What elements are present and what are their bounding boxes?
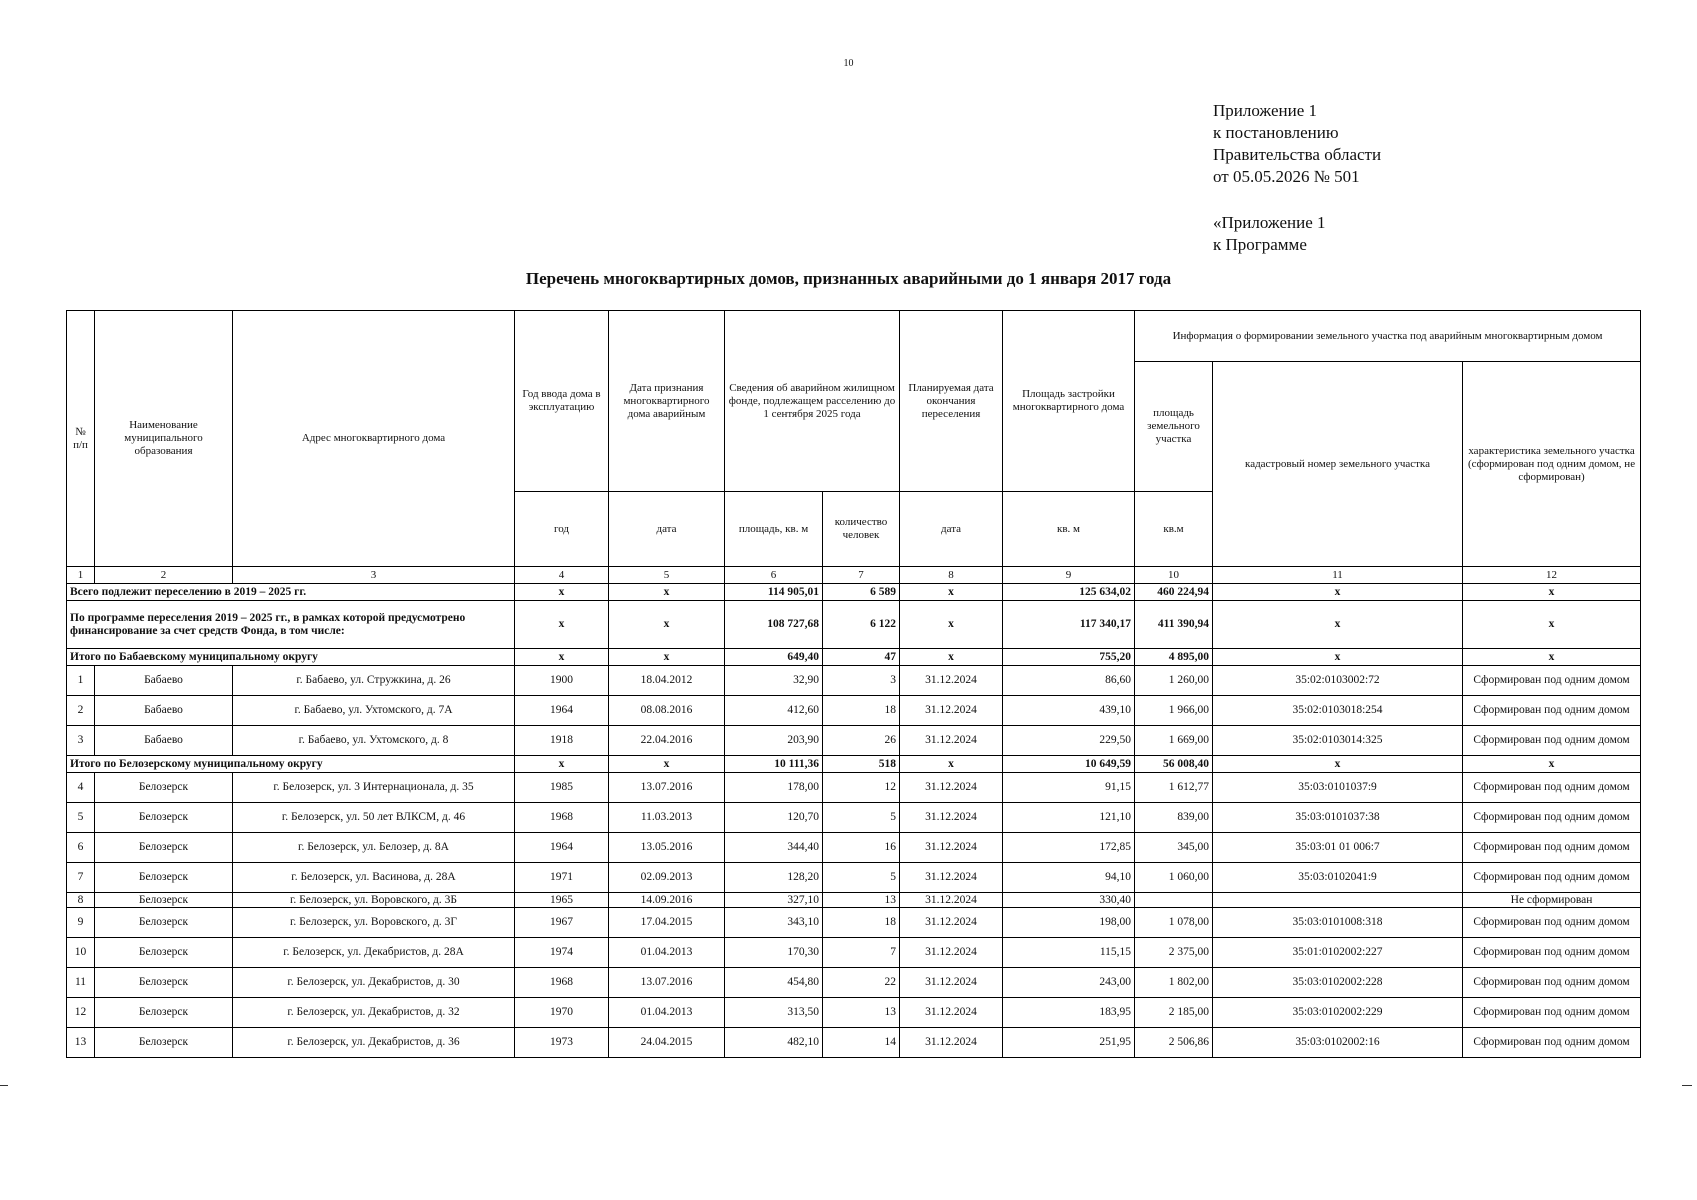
table-row (67, 696, 1641, 726)
cell-recognition-date: 13.07.2016 (609, 773, 725, 803)
cell-building-area: 91,15 (1003, 773, 1135, 803)
cell-planned-date: 31.12.2024 (900, 773, 1003, 803)
cell-year: 1974 (515, 938, 609, 968)
cell-cadastral: 35:03:0102041:9 (1213, 863, 1463, 893)
cell-land-area: 1 260,00 (1135, 666, 1213, 696)
cell-address: г. Бабаево, ул. Ухтомского, д. 7А (233, 696, 515, 726)
cell-planned-date: 31.12.2024 (900, 833, 1003, 863)
summary-people: 47 (823, 649, 900, 666)
cell-land-area: 1 078,00 (1135, 908, 1213, 938)
cell-number: 7 (67, 863, 95, 893)
header-cadastral: кадастровый номер земельного участка (1213, 362, 1463, 567)
summary-area: 114 905,01 (725, 584, 823, 601)
summary-char: х (1463, 601, 1641, 649)
cell-people: 13 (823, 893, 900, 908)
cell-land-area: 1 060,00 (1135, 863, 1213, 893)
cell-recognition-date: 01.04.2013 (609, 998, 725, 1028)
table-row (67, 833, 1641, 863)
cell-planned-date: 31.12.2024 (900, 938, 1003, 968)
summary-label: По программе переселения 2019 – 2025 гг., в рамках которой предусмотрено финансирование за счет средств Фонда, в том числе: (67, 601, 515, 649)
cell-area: 343,10 (725, 908, 823, 938)
cell-municipality: Бабаево (95, 696, 233, 726)
cell-recognition-date: 24.04.2015 (609, 1028, 725, 1058)
cell-municipality: Белозерск (95, 833, 233, 863)
cell-municipality: Белозерск (95, 893, 233, 908)
cell-municipality: Белозерск (95, 998, 233, 1028)
cell-land-area: 1 802,00 (1135, 968, 1213, 998)
summary-area: 649,40 (725, 649, 823, 666)
cell-characteristic: Не сформирован (1463, 893, 1641, 908)
cell-address: г. Белозерск, ул. Белозер, д. 8А (233, 833, 515, 863)
cell-characteristic: Сформирован под одним домом (1463, 666, 1641, 696)
unit-date: дата (609, 492, 725, 567)
summary-date: х (609, 649, 725, 666)
column-number: 11 (1213, 567, 1463, 584)
cell-recognition-date: 14.09.2016 (609, 893, 725, 908)
column-number: 2 (95, 567, 233, 584)
unit-date: дата (900, 492, 1003, 567)
table-row (67, 666, 1641, 696)
unit-people: количество человек (823, 492, 900, 567)
column-number: 1 (67, 567, 95, 584)
cell-area: 482,10 (725, 1028, 823, 1058)
column-number: 5 (609, 567, 725, 584)
cell-building-area: 115,15 (1003, 938, 1135, 968)
unit-sqm: кв.м (1135, 492, 1213, 567)
cell-cadastral: 35:03:0102002:229 (1213, 998, 1463, 1028)
cell-municipality: Белозерск (95, 938, 233, 968)
cell-building-area: 172,85 (1003, 833, 1135, 863)
cell-address: г. Белозерск, ул. Васинова, д. 28А (233, 863, 515, 893)
summary-row-babaevo (67, 649, 1641, 666)
cell-year: 1967 (515, 908, 609, 938)
cell-address: г. Белозерск, ул. Декабристов, д. 36 (233, 1028, 515, 1058)
page-number: 10 (843, 58, 854, 69)
cell-land-area: 2 375,00 (1135, 938, 1213, 968)
cell-planned-date: 31.12.2024 (900, 863, 1003, 893)
cell-characteristic: Сформирован под одним домом (1463, 803, 1641, 833)
summary-date: х (609, 601, 725, 649)
cell-cadastral: 35:03:0101037:9 (1213, 773, 1463, 803)
cell-cadastral: 35:03:0101037:38 (1213, 803, 1463, 833)
cell-area: 313,50 (725, 998, 823, 1028)
cell-area: 327,10 (725, 893, 823, 908)
cell-land-area: 1 966,00 (1135, 696, 1213, 726)
cell-cadastral: 35:01:0102002:227 (1213, 938, 1463, 968)
cell-number: 3 (67, 726, 95, 756)
column-number: 6 (725, 567, 823, 584)
cell-planned-date: 31.12.2024 (900, 666, 1003, 696)
cell-planned-date: 31.12.2024 (900, 998, 1003, 1028)
cell-area: 32,90 (725, 666, 823, 696)
cell-year: 1973 (515, 1028, 609, 1058)
cell-area: 203,90 (725, 726, 823, 756)
table-row (67, 893, 1641, 908)
cell-municipality: Белозерск (95, 863, 233, 893)
cell-people: 26 (823, 726, 900, 756)
cell-people: 12 (823, 773, 900, 803)
column-number: 3 (233, 567, 515, 584)
cell-number: 2 (67, 696, 95, 726)
cell-municipality: Бабаево (95, 666, 233, 696)
cell-building-area: 183,95 (1003, 998, 1135, 1028)
cell-number: 8 (67, 893, 95, 908)
cell-address: г. Белозерск, ул. 3 Интернационала, д. 35 (233, 773, 515, 803)
cell-land-area: 345,00 (1135, 833, 1213, 863)
appendix-program-block (1213, 212, 1326, 256)
header-characteristic: характеристика земельного участка (сформирован под одним домом, не сформирован) (1463, 362, 1641, 567)
cell-address: г. Бабаево, ул. Стружкина, д. 26 (233, 666, 515, 696)
cell-address: г. Белозерск, ул. Декабристов, д. 30 (233, 968, 515, 998)
cell-address: г. Белозерск, ул. Декабристов, д. 32 (233, 998, 515, 1028)
table-row (67, 1028, 1641, 1058)
cell-planned-date: 31.12.2024 (900, 1028, 1003, 1058)
cell-people: 14 (823, 1028, 900, 1058)
cell-cadastral: 35:03:0102002:16 (1213, 1028, 1463, 1058)
cell-area: 454,80 (725, 968, 823, 998)
cell-people: 18 (823, 908, 900, 938)
cell-number: 13 (67, 1028, 95, 1058)
cell-building-area: 251,95 (1003, 1028, 1135, 1058)
summary-label: Всего подлежит переселению в 2019 – 2025 гг. (67, 584, 515, 601)
summary-building: 117 340,17 (1003, 601, 1135, 649)
cell-building-area: 121,10 (1003, 803, 1135, 833)
cell-planned-date: 31.12.2024 (900, 968, 1003, 998)
cell-people: 5 (823, 803, 900, 833)
cell-building-area: 330,40 (1003, 893, 1135, 908)
cell-cadastral: 35:03:0101008:318 (1213, 908, 1463, 938)
cell-address: г. Белозерск, ул. Воровского, д. 3Б (233, 893, 515, 908)
column-number: 7 (823, 567, 900, 584)
table-body (67, 584, 1641, 1058)
cell-year: 1900 (515, 666, 609, 696)
summary-date: х (609, 756, 725, 773)
summary-people: 518 (823, 756, 900, 773)
column-number: 9 (1003, 567, 1135, 584)
summary-cadastral: х (1213, 601, 1463, 649)
summary-land: 411 390,94 (1135, 601, 1213, 649)
summary-cadastral: х (1213, 756, 1463, 773)
cell-year: 1970 (515, 998, 609, 1028)
appendix-program-line: «Приложение 1 (1213, 213, 1326, 232)
cell-land-area (1135, 893, 1213, 908)
cell-people: 18 (823, 696, 900, 726)
cell-cadastral (1213, 893, 1463, 908)
cell-number: 12 (67, 998, 95, 1028)
appendix-line: от 05.05.2026 № 501 (1213, 167, 1360, 186)
cell-people: 3 (823, 666, 900, 696)
cell-number: 11 (67, 968, 95, 998)
cell-land-area: 1 669,00 (1135, 726, 1213, 756)
appendix-line: Правительства области (1213, 145, 1382, 164)
summary-char: х (1463, 649, 1641, 666)
cell-people: 22 (823, 968, 900, 998)
summary-building: 125 634,02 (1003, 584, 1135, 601)
cell-area: 412,60 (725, 696, 823, 726)
cell-number: 4 (67, 773, 95, 803)
cell-people: 16 (823, 833, 900, 863)
summary-label: Итого по Бабаевскому муниципальному округу (67, 649, 515, 666)
cell-municipality: Белозерск (95, 803, 233, 833)
column-number: 10 (1135, 567, 1213, 584)
cell-characteristic: Сформирован под одним домом (1463, 696, 1641, 726)
unit-sqm: кв. м (1003, 492, 1135, 567)
cell-area: 178,00 (725, 773, 823, 803)
summary-year: х (515, 649, 609, 666)
summary-row-program (67, 601, 1641, 649)
cell-number: 9 (67, 908, 95, 938)
summary-planned: х (900, 584, 1003, 601)
cell-area: 170,30 (725, 938, 823, 968)
emergency-housing-table (66, 310, 1641, 1058)
column-number: 12 (1463, 567, 1641, 584)
cell-address: г. Бабаево, ул. Ухтомского, д. 8 (233, 726, 515, 756)
unit-year: год (515, 492, 609, 567)
cell-characteristic: Сформирован под одним домом (1463, 998, 1641, 1028)
table-row (67, 803, 1641, 833)
header-land-info: Информация о формировании земельного участка под аварийным многоквартирным домом (1135, 311, 1641, 362)
cell-municipality: Белозерск (95, 773, 233, 803)
summary-land: 4 895,00 (1135, 649, 1213, 666)
cell-characteristic: Сформирован под одним домом (1463, 968, 1641, 998)
cell-year: 1964 (515, 696, 609, 726)
summary-land: 56 008,40 (1135, 756, 1213, 773)
cell-recognition-date: 13.05.2016 (609, 833, 725, 863)
header-num: № п/п (67, 311, 95, 567)
summary-planned: х (900, 649, 1003, 666)
cell-municipality: Белозерск (95, 968, 233, 998)
cell-recognition-date: 17.04.2015 (609, 908, 725, 938)
summary-cadastral: х (1213, 649, 1463, 666)
cell-characteristic: Сформирован под одним домом (1463, 833, 1641, 863)
cell-characteristic: Сформирован под одним домом (1463, 773, 1641, 803)
cell-year: 1968 (515, 968, 609, 998)
header-recognition-date: Дата признания многоквартирного дома аварийным (609, 311, 725, 492)
cell-recognition-date: 22.04.2016 (609, 726, 725, 756)
cell-recognition-date: 11.03.2013 (609, 803, 725, 833)
table-row (67, 938, 1641, 968)
cell-municipality: Бабаево (95, 726, 233, 756)
header-building-area: Площадь застройки многоквартирного дома (1003, 311, 1135, 492)
summary-building: 10 649,59 (1003, 756, 1135, 773)
table-row (67, 998, 1641, 1028)
cell-recognition-date: 08.08.2016 (609, 696, 725, 726)
summary-planned: х (900, 601, 1003, 649)
cell-area: 128,20 (725, 863, 823, 893)
appendix-block (1213, 100, 1381, 188)
cell-cadastral: 35:03:01 01 006:7 (1213, 833, 1463, 863)
cell-building-area: 243,00 (1003, 968, 1135, 998)
header-address: Адрес многоквартирного дома (233, 311, 515, 567)
cell-year: 1968 (515, 803, 609, 833)
unit-area: площадь, кв. м (725, 492, 823, 567)
column-number: 8 (900, 567, 1003, 584)
margin-mark-right (1682, 1085, 1692, 1086)
cell-building-area: 86,60 (1003, 666, 1135, 696)
cell-planned-date: 31.12.2024 (900, 908, 1003, 938)
cell-planned-date: 31.12.2024 (900, 803, 1003, 833)
cell-characteristic: Сформирован под одним домом (1463, 908, 1641, 938)
cell-characteristic: Сформирован под одним домом (1463, 938, 1641, 968)
cell-cadastral: 35:02:0103002:72 (1213, 666, 1463, 696)
cell-address: г. Белозерск, ул. Декабристов, д. 28А (233, 938, 515, 968)
summary-date: х (609, 584, 725, 601)
cell-characteristic: Сформирован под одним домом (1463, 726, 1641, 756)
cell-year: 1964 (515, 833, 609, 863)
summary-area: 108 727,68 (725, 601, 823, 649)
summary-planned: х (900, 756, 1003, 773)
cell-year: 1965 (515, 893, 609, 908)
cell-cadastral: 35:02:0103018:254 (1213, 696, 1463, 726)
table-row (67, 908, 1641, 938)
cell-address: г. Белозерск, ул. Воровского, д. 3Г (233, 908, 515, 938)
cell-characteristic: Сформирован под одним домом (1463, 863, 1641, 893)
cell-characteristic: Сформирован под одним домом (1463, 1028, 1641, 1058)
cell-year: 1985 (515, 773, 609, 803)
cell-building-area: 94,10 (1003, 863, 1135, 893)
appendix-program-line: к Программе (1213, 235, 1307, 254)
summary-year: х (515, 584, 609, 601)
cell-planned-date: 31.12.2024 (900, 893, 1003, 908)
cell-number: 10 (67, 938, 95, 968)
header-planned-date: Планируемая дата окончания переселения (900, 311, 1003, 492)
summary-people: 6 122 (823, 601, 900, 649)
cell-building-area: 198,00 (1003, 908, 1135, 938)
appendix-line: к постановлению (1213, 123, 1339, 142)
cell-people: 13 (823, 998, 900, 1028)
cell-land-area: 2 506,86 (1135, 1028, 1213, 1058)
summary-area: 10 111,36 (725, 756, 823, 773)
cell-planned-date: 31.12.2024 (900, 726, 1003, 756)
cell-land-area: 1 612,77 (1135, 773, 1213, 803)
cell-recognition-date: 02.09.2013 (609, 863, 725, 893)
summary-land: 460 224,94 (1135, 584, 1213, 601)
cell-municipality: Белозерск (95, 908, 233, 938)
table-row (67, 726, 1641, 756)
header-municipality: Наименование муниципального образования (95, 311, 233, 567)
cell-people: 5 (823, 863, 900, 893)
header-land-area: площадь земельного участка (1135, 362, 1213, 492)
summary-cadastral: х (1213, 584, 1463, 601)
summary-year: х (515, 601, 609, 649)
summary-row-total (67, 584, 1641, 601)
cell-recognition-date: 18.04.2012 (609, 666, 725, 696)
cell-number: 5 (67, 803, 95, 833)
cell-address: г. Белозерск, ул. 50 лет ВЛКСМ, д. 46 (233, 803, 515, 833)
document-title: Перечень многоквартирных домов, признанных аварийными до 1 января 2017 года (525, 269, 1172, 288)
cell-number: 1 (67, 666, 95, 696)
cell-land-area: 839,00 (1135, 803, 1213, 833)
cell-cadastral: 35:03:0102002:228 (1213, 968, 1463, 998)
cell-year: 1971 (515, 863, 609, 893)
cell-building-area: 439,10 (1003, 696, 1135, 726)
cell-year: 1918 (515, 726, 609, 756)
header-fund-info: Сведения об аварийном жилищном фонде, подлежащем расселению до 1 сентября 2025 года (725, 311, 900, 492)
summary-label: Итого по Белозерскому муниципальному округу (67, 756, 515, 773)
cell-land-area: 2 185,00 (1135, 998, 1213, 1028)
summary-char: х (1463, 584, 1641, 601)
cell-planned-date: 31.12.2024 (900, 696, 1003, 726)
summary-building: 755,20 (1003, 649, 1135, 666)
cell-municipality: Белозерск (95, 1028, 233, 1058)
table-row (67, 863, 1641, 893)
cell-building-area: 229,50 (1003, 726, 1135, 756)
summary-char: х (1463, 756, 1641, 773)
cell-recognition-date: 13.07.2016 (609, 968, 725, 998)
table-row (67, 773, 1641, 803)
column-number: 4 (515, 567, 609, 584)
summary-year: х (515, 756, 609, 773)
appendix-line: Приложение 1 (1213, 101, 1317, 120)
table-row (67, 968, 1641, 998)
cell-area: 120,70 (725, 803, 823, 833)
cell-area: 344,40 (725, 833, 823, 863)
cell-recognition-date: 01.04.2013 (609, 938, 725, 968)
cell-cadastral: 35:02:0103014:325 (1213, 726, 1463, 756)
header-year: Год ввода дома в эксплуатацию (515, 311, 609, 492)
summary-people: 6 589 (823, 584, 900, 601)
summary-row-belozersk (67, 756, 1641, 773)
cell-people: 7 (823, 938, 900, 968)
cell-number: 6 (67, 833, 95, 863)
margin-mark-left (0, 1085, 8, 1086)
